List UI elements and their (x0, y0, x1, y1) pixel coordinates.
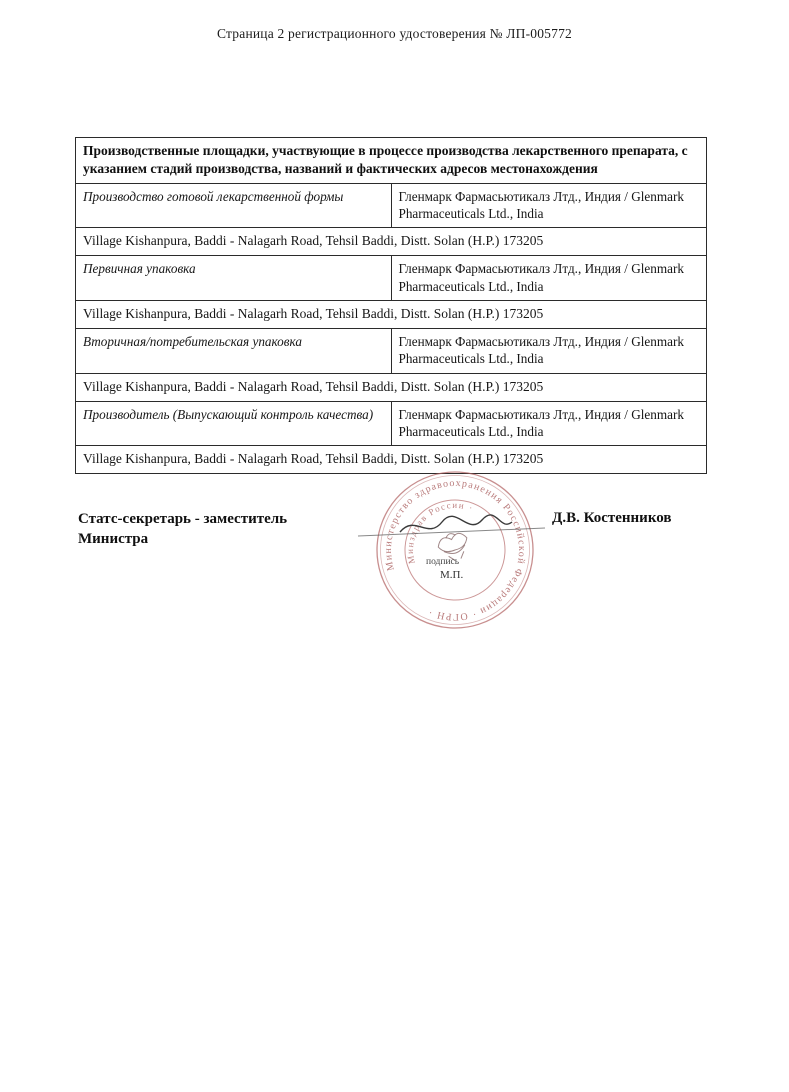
ministry-seal-icon (340, 462, 570, 672)
stage-name: Вторичная/потребительская упаковка (76, 328, 392, 373)
site-address: Village Kishanpura, Baddi - Nalagarh Road, Tehsil Baddi, Distt. Solan (H.P.) 173205 (76, 228, 707, 256)
signatory-name: Д.В. Костенников (552, 510, 672, 526)
site-address: Village Kishanpura, Baddi - Nalagarh Road, Tehsil Baddi, Distt. Solan (H.P.) 173205 (76, 446, 707, 474)
stage-name: Первичная упаковка (76, 256, 392, 301)
stamp-inner-ring-text: Минздрав России · (404, 499, 476, 565)
table-row (76, 373, 707, 401)
table-title: Производственные площадки, участвующие в процессе производства лекарственного препарата, с указанием стадий производства, названий и фактических адресов местонахождения (76, 138, 707, 184)
signatory-title: Статс-секретарь - заместитель Министра (78, 511, 288, 547)
table-row (76, 301, 707, 329)
manufacturer-name: Гленмарк Фармасьютикалз Лтд., Индия / Glenmark Pharmaceuticals Ltd., India (391, 183, 707, 228)
official-stamp (340, 462, 570, 672)
table-row (76, 401, 707, 446)
manufacturer-name: Гленмарк Фармасьютикалз Лтд., Индия / Glenmark Pharmaceuticals Ltd., India (391, 256, 707, 301)
site-address: Village Kishanpura, Baddi - Nalagarh Road, Tehsil Baddi, Distt. Solan (H.P.) 173205 (76, 301, 707, 329)
podpis-label: подпись (426, 557, 460, 567)
page-header: Страница 2 регистрационного удостоверения № ЛП-005772 (217, 26, 572, 41)
table-row (76, 183, 707, 228)
table-row (76, 328, 707, 373)
site-address: Village Kishanpura, Baddi - Nalagarh Road, Tehsil Baddi, Distt. Solan (H.P.) 173205 (76, 373, 707, 401)
stamp-ring-text: Министерство здравоохранения Российской Федерации · ОГРН · (382, 477, 528, 623)
stage-name: Производитель (Выпускающий контроль качества) (76, 401, 392, 446)
mp-label: М.П. (440, 569, 464, 581)
table-row (76, 228, 707, 256)
stamp-rings (357, 462, 554, 648)
stage-name: Производство готовой лекарственной формы (76, 183, 392, 228)
manufacturer-name: Гленмарк Фармасьютикалз Лтд., Индия / Glenmark Pharmaceuticals Ltd., India (391, 401, 707, 446)
table-title-row (76, 138, 707, 184)
manufacturer-name: Гленмарк Фармасьютикалз Лтд., Индия / Glenmark Pharmaceuticals Ltd., India (391, 328, 707, 373)
table-row (76, 256, 707, 301)
manufacturing-sites-table (75, 137, 707, 474)
